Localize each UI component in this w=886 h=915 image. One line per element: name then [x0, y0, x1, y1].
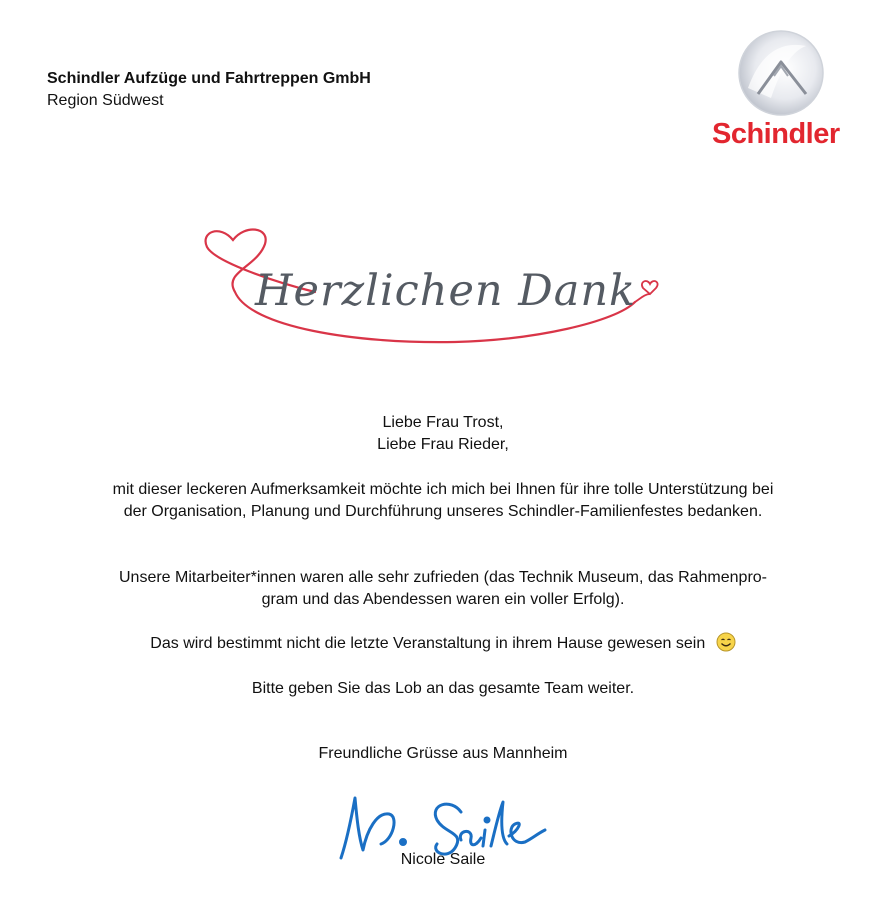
- salutation-2: Liebe Frau Rieder,: [377, 436, 509, 453]
- closing: Freundliche Grüsse aus Mannheim: [318, 745, 568, 762]
- schindler-logo-icon: [736, 28, 826, 118]
- schindler-logo: [706, 28, 856, 153]
- smiley-icon: [716, 632, 736, 652]
- paragraph-3: [0, 632, 886, 655]
- heading-graphic: [195, 222, 665, 352]
- sender-company: Schindler Aufzüge und Fahrtreppen GmbH: [47, 70, 371, 87]
- paragraph-1-line-2: der Organisation, Planung und Durchführung unseres Schindler-Familienfestes bedanken.: [123, 503, 763, 520]
- schindler-wordmark: Schindler: [712, 118, 840, 150]
- paragraph-4: Bitte geben Sie das Lob an das gesamte Team weiter.: [251, 680, 635, 697]
- paragraph-2-line-2: gram und das Abendessen waren ein voller Erfolg).: [261, 591, 625, 608]
- paragraph-1-line-1: mit dieser leckeren Aufmerksamkeit möchte ich mich bei Ihnen für ihre tolle Unterstützung bei: [112, 481, 774, 498]
- sender-region: Region Südwest: [47, 92, 164, 109]
- paragraph-3-text: Das wird bestimmt nicht die letzte Veranstaltung in ihrem Hause gewesen sein: [150, 635, 706, 652]
- signer-name: Nicole Saile: [400, 851, 486, 868]
- salutation-1: Liebe Frau Trost,: [382, 414, 504, 431]
- heading-title: Herzlichen Dank: [255, 266, 637, 316]
- sender-block: [47, 68, 371, 112]
- paragraph-2-line-1: Unsere Mitarbeiter*innen waren alle sehr zufrieden (das Technik Museum, das Rahmenpro-: [118, 569, 768, 586]
